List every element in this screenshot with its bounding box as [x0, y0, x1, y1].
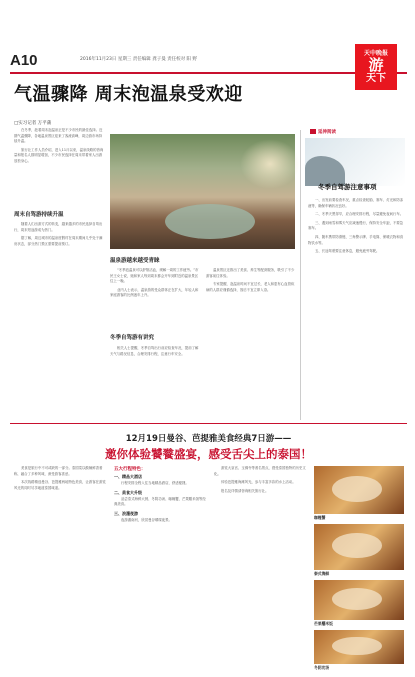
promo-slogan: 邀你体验饕餮盛宴，感受舌尖上的泰国！: [105, 447, 312, 461]
plate: [332, 476, 382, 502]
article-column-2: [110, 268, 200, 330]
promo-column-2: [114, 466, 206, 671]
sidebar-title: 冬季自驾游注意事项: [318, 183, 377, 191]
food-photo-1: [314, 466, 404, 514]
plate: [332, 637, 382, 656]
paragraph: 美食是旅行中不可或缺的一部分。泰国菜以酸辣鲜香著称，融合了多种风味，深受游客喜爱。: [14, 466, 103, 476]
column-divider: [300, 130, 301, 420]
paragraph: 相关人士提醒，冬季自驾出行前应检查车况，提前了解天气与路况信息，合理安排行程，注意行车安全。: [110, 346, 199, 356]
plate: [332, 533, 382, 558]
article-column-1: [14, 128, 104, 206]
pool: [165, 204, 255, 239]
paragraph: 体验芭提雅海滩风光，参与丰富多彩的水上活动。: [221, 480, 296, 485]
list-item: 三、遇到雨雪和雾天气应减速慢行，保持安全车距，不要急刹车。: [308, 220, 404, 231]
promo-section: [10, 423, 407, 674]
paragraph: 据了解，周边城市的温泉度假村在周末期间几乎处于满房状态，部分热门景区需要提前预订。: [14, 236, 103, 246]
plate: [332, 588, 382, 610]
promo-column-3: [214, 466, 306, 671]
paragraph: 游览大皇宫、玉佛寺等著名景点，感受泰国独特的历史文化。: [214, 466, 306, 476]
photo-caption: 温泉游越来越受青睐: [110, 258, 160, 264]
paragraph: 旅行社工作人员介绍，进入11月以来，温泉线路的咨询量和报名人数明显增加，不少市民选择在周末带着家人出游放松身心。: [14, 147, 104, 163]
food-label: 咖喱蟹: [314, 515, 326, 520]
subheading-winter-driving: 冬季自驾游有讲究: [110, 335, 155, 341]
section-logo: [355, 44, 397, 90]
paragraph: 业内人士表示，温泉游的受众群体正在扩大，年轻人和家庭游客的比例逐年上升。: [110, 287, 199, 298]
promo-column-1: [14, 466, 106, 671]
paragraph: 本次线路精选曼谷、芭提雅两地特色美食，让游客在游览风光的同时尽享地道泰国味道。: [14, 480, 106, 490]
subheading-self-drive: 周末自驾游持续升温: [14, 212, 64, 218]
paragraph: 品尝泰式海鲜大餐、冬阴功汤、咖喱蟹、芒果糯米饭等经典美食。: [114, 496, 206, 507]
paragraph: 行程安排全程入住当地精品酒店，舒适便捷。: [121, 481, 189, 485]
list-item: 一、出发前要检查车况，重点检查轮胎、刹车、灯光和防冻液等，确保车辆状况良好。: [308, 198, 404, 208]
food-photo-4: [314, 630, 404, 664]
page-number: A10: [10, 52, 38, 69]
header-info: 2016年11月23日 星期三 责任编辑 龚子曼 责任校对 阳 野: [80, 57, 197, 62]
related-icon: [310, 129, 316, 134]
feature-heading: 一、精品大酒店: [114, 474, 142, 479]
list-item: 四、随车携带防滑链、三角警示牌、手电筒、保暖衣物和食物饮水等。: [308, 234, 404, 245]
paragraph: 专家提醒，泡温泉时间不宜过长，老人和患有心血管疾病的人群应谨慎选择，饭后不宜立即入浴。: [206, 282, 295, 292]
article-headline: 气温骤降 周末泡温泉受欢迎: [14, 84, 243, 105]
paragraph: 在冬季，趁着周末泡温泉正是不少市民的最佳选择。近期气温骤降，各地温泉景区迎来了客流高峰，周边游市场持续升温。: [14, 128, 103, 144]
paragraph: “冬季泡温泉可以舒筋活血，缓解一周的工作疲劳。”市民王女士说，她和家人每到周末都会开车到附近的温泉景区住上一晚。: [110, 268, 199, 284]
article-byline: □实习记者 万平蒲: [14, 121, 52, 126]
logo-line2: 天下: [366, 73, 386, 84]
article-column-2b: [110, 346, 200, 418]
related-reading-label: [310, 129, 336, 135]
feature-heading: 二、美食大升级: [114, 489, 142, 495]
paragraph: 报名及详情请咨询相关旅行社。: [221, 488, 269, 493]
paragraph: 温泉景区还推出了美食、养生等配套服务，吸引了不少游客前往体验。: [206, 268, 295, 278]
logo-brand: 天中晚报: [363, 50, 388, 57]
food-label: 泰式海鲜: [314, 571, 330, 576]
food-photo-3: [314, 580, 404, 620]
hot-spring-photo: [110, 134, 295, 249]
sidebar-illustration: [305, 138, 405, 186]
list-item: 五、长途驾驶要注意休息，避免疲劳驾驶。: [315, 249, 380, 254]
related-text: 延伸阅读: [318, 130, 336, 135]
paragraph: 随着人们出游方式的转变，越来越多的市民选择自驾出行，周末短途游成为热门。: [14, 222, 103, 232]
food-photo-2: [314, 524, 404, 570]
promo-title: 12月19日曼谷、芭提雅美食经典7日游——: [125, 434, 292, 444]
logo-line1: 游: [368, 56, 384, 74]
list-item: 二、冬季天黑得早，应合理安排行程，尽量避免夜间行车。: [315, 212, 404, 217]
paragraph: 夜游湄南河，欣赏曼谷璀璨夜景。: [121, 517, 172, 522]
page-header: [10, 50, 407, 74]
features-heading: 五大行程特色：: [114, 467, 146, 472]
sunlight: [240, 139, 300, 189]
food-label: 冬阴功汤: [314, 665, 330, 670]
sidebar-list: [308, 198, 404, 418]
article-column-3: [206, 268, 296, 418]
article-column-1b: [14, 222, 104, 417]
food-label: 芒果糯米饭: [314, 621, 333, 626]
feature-heading: 三、浪漫夜游: [114, 510, 138, 516]
